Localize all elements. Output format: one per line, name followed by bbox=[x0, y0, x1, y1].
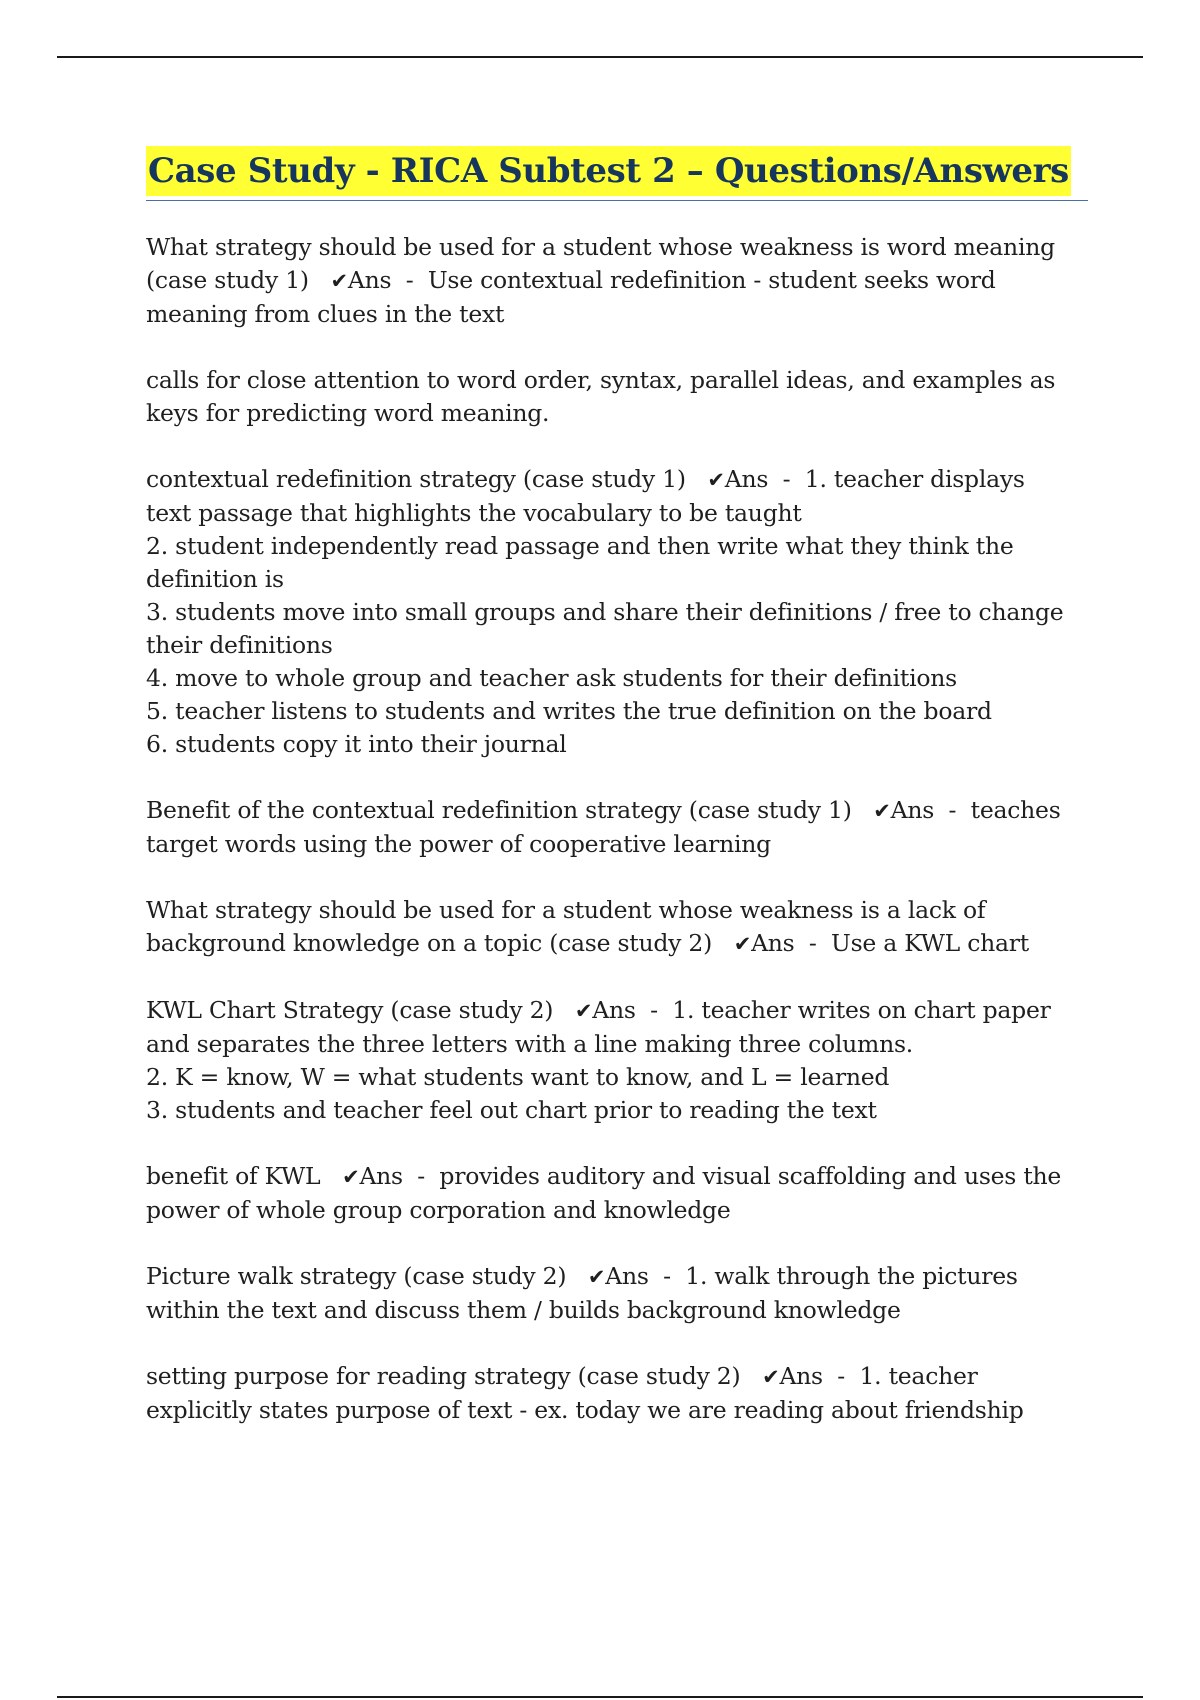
qa-block bbox=[146, 1160, 1088, 1227]
qa-line: definition is bbox=[146, 565, 284, 593]
qa-line: What strategy should be used for a student whose weakness is a lack of bbox=[146, 896, 986, 924]
qa-line: setting purpose for reading strategy (case study 2) ✔Ans - 1. teacher bbox=[146, 1362, 978, 1390]
check-mark-icon: ✔ bbox=[574, 999, 593, 1023]
qa-line: What strategy should be used for a student whose weakness is word meaning bbox=[146, 233, 1055, 261]
qa-line: KWL Chart Strategy (case study 2) ✔Ans - 1. teacher writes on chart paper bbox=[146, 996, 1051, 1024]
qa-line: calls for close attention to word order, syntax, parallel ideas, and examples as bbox=[146, 366, 1056, 394]
qa-line: keys for predicting word meaning. bbox=[146, 399, 550, 427]
qa-line: benefit of KWL ✔Ans - provides auditory and visual scaffolding and uses the bbox=[146, 1162, 1062, 1190]
qa-line: contextual redefinition strategy (case study 1) ✔Ans - 1. teacher displays bbox=[146, 465, 1025, 493]
qa-block bbox=[146, 794, 1088, 861]
qa-block bbox=[146, 1360, 1088, 1427]
qa-line: within the text and discuss them / builds background knowledge bbox=[146, 1296, 901, 1324]
qa-line: power of whole group corporation and knowledge bbox=[146, 1196, 731, 1224]
qa-line: 2. student independently read passage and then write what they think the bbox=[146, 532, 1014, 560]
check-mark-icon: ✔ bbox=[330, 269, 348, 293]
qa-line: their definitions bbox=[146, 631, 333, 659]
top-divider bbox=[57, 56, 1143, 58]
check-mark-icon: ✔ bbox=[873, 799, 891, 823]
qa-line: 2. K = know, W = what students want to know, and L = learned bbox=[146, 1063, 890, 1091]
qa-line: target words using the power of cooperative learning bbox=[146, 830, 771, 858]
title-underline bbox=[146, 146, 1088, 201]
qa-line: (case study 1) ✔Ans - Use contextual redefinition - student seeks word bbox=[146, 266, 996, 294]
qa-block bbox=[146, 894, 1088, 961]
qa-line: and separates the three letters with a line making three columns. bbox=[146, 1030, 913, 1058]
check-mark-icon: ✔ bbox=[342, 1165, 360, 1189]
qa-block bbox=[146, 364, 1088, 430]
qa-line: 3. students and teacher feel out chart prior to reading the text bbox=[146, 1096, 877, 1124]
qa-block bbox=[146, 1260, 1088, 1327]
qa-line: 4. move to whole group and teacher ask students for their definitions bbox=[146, 664, 957, 692]
qa-line: 6. students copy it into their journal bbox=[146, 730, 567, 758]
document-page bbox=[146, 146, 1088, 1460]
qa-block bbox=[146, 231, 1088, 331]
qa-line: text passage that highlights the vocabulary to be taught bbox=[146, 499, 802, 527]
page-title: Case Study - RICA Subtest 2 – Questions/Answers bbox=[146, 146, 1071, 196]
qa-line: background knowledge on a topic (case study 2) ✔Ans - Use a KWL chart bbox=[146, 929, 1029, 957]
check-mark-icon: ✔ bbox=[707, 468, 725, 492]
qa-block bbox=[146, 463, 1088, 761]
qa-list bbox=[146, 231, 1088, 1427]
qa-line: 5. teacher listens to students and writes the true definition on the board bbox=[146, 697, 992, 725]
qa-line: 3. students move into small groups and share their definitions / free to change bbox=[146, 598, 1064, 626]
check-mark-icon: ✔ bbox=[587, 1265, 606, 1289]
bottom-divider bbox=[57, 1696, 1143, 1698]
check-mark-icon: ✔ bbox=[762, 1365, 780, 1389]
qa-line: Picture walk strategy (case study 2) ✔Ans - 1. walk through the pictures bbox=[146, 1262, 1018, 1290]
check-mark-icon: ✔ bbox=[733, 932, 752, 956]
qa-block bbox=[146, 994, 1088, 1127]
qa-line: meaning from clues in the text bbox=[146, 300, 505, 328]
qa-line: Benefit of the contextual redefinition strategy (case study 1) ✔Ans - teaches bbox=[146, 796, 1061, 824]
qa-line: explicitly states purpose of text - ex. today we are reading about friendship bbox=[146, 1396, 1024, 1424]
